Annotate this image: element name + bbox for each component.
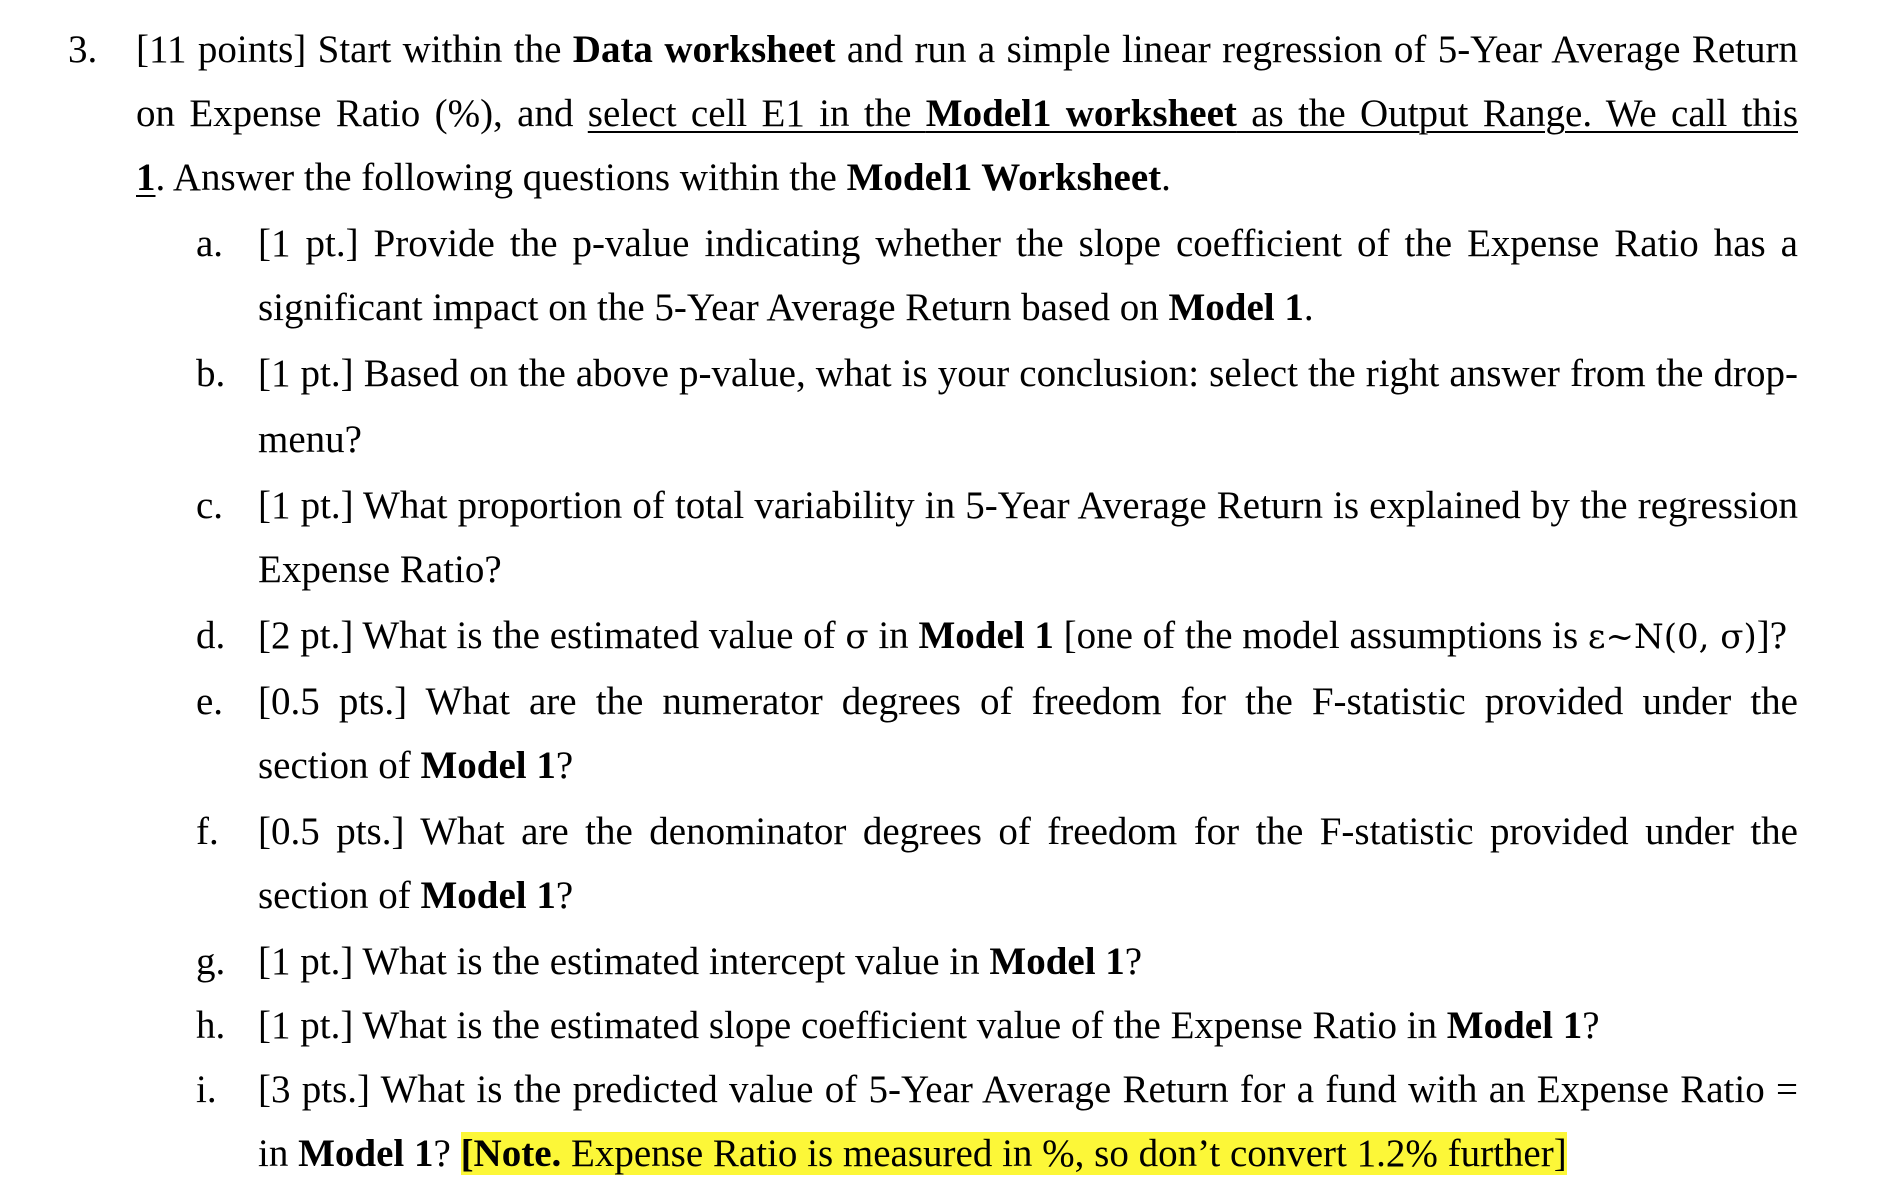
- item-e-line-2: [258, 742, 573, 790]
- note-text: Expense Ratio is measured in %, so don’t convert 1.2% further]: [561, 1132, 1567, 1175]
- question-line-1: [136, 26, 1798, 74]
- item-b-line-2: menu?: [258, 418, 362, 461]
- item-label-h: h.: [196, 1004, 226, 1047]
- item-label-g: g.: [196, 940, 226, 983]
- item-label-f: f.: [196, 810, 219, 853]
- text: in: [258, 1132, 299, 1175]
- text: ?: [1124, 940, 1143, 983]
- sigma-symbol: σ: [845, 617, 869, 657]
- question-number: 3.: [68, 28, 98, 71]
- note-label: [Note.: [460, 1132, 562, 1175]
- item-i-line-1: [3 pts.] What is the predicted value of 5-Year Average Return for a fund with an Expense Ratio =: [258, 1068, 1798, 1111]
- text: .: [1303, 286, 1314, 329]
- text: .: [1161, 156, 1171, 199]
- text: [11 points] Start within the: [136, 28, 573, 71]
- item-a-line-1: [1 pt.] Provide the p-value indicating whether the slope coefficient of the Expense Ratio has a: [258, 222, 1798, 265]
- item-c-line-1: [1 pt.] What proportion of total variability in 5-Year Average Return is explained by the regression: [258, 484, 1798, 527]
- text: on Expense Ratio (%), and: [136, 92, 588, 135]
- item-h-line-1: [258, 1002, 1600, 1050]
- text: significant impact on the 5-Year Average Return based on: [258, 286, 1169, 329]
- item-c-line-2: Expense Ratio?: [258, 548, 502, 591]
- text: [1 pt.] What is the estimated slope coefficient value of the Expense Ratio in: [258, 1004, 1447, 1047]
- model-ref: Model 1: [298, 1132, 434, 1175]
- text: select cell E1 in the: [587, 92, 926, 135]
- highlighted-note: [461, 1132, 1567, 1175]
- model-number: 1: [136, 156, 156, 199]
- model1-worksheet-label: Model1 Worksheet: [846, 156, 1162, 199]
- text: [1 pt.] What is the estimated intercept value in: [258, 940, 990, 983]
- item-i-line-2: [258, 1130, 1567, 1178]
- model-ref: Model 1: [420, 744, 556, 787]
- text: ?: [1582, 1004, 1600, 1047]
- model1-worksheet-label: Model1 worksheet: [925, 92, 1237, 135]
- text: [2 pt.] What is the estimated value of: [258, 614, 846, 657]
- model-ref: Model 1: [989, 940, 1125, 983]
- text: and run a simple linear regression of 5-Year Average Return: [846, 28, 1798, 71]
- item-label-c: c.: [196, 484, 224, 527]
- text: ]?: [1756, 614, 1788, 657]
- item-e-line-1: [0.5 pts.] What are the numerator degrees of freedom for the F-statistic provided under the: [258, 680, 1798, 723]
- text: ?: [555, 744, 574, 787]
- data-worksheet-label: Data worksheet: [572, 28, 836, 71]
- item-label-i: i.: [196, 1068, 217, 1111]
- item-label-d: d.: [196, 614, 226, 657]
- model-ref: Model 1: [1446, 1004, 1583, 1047]
- item-label-e: e.: [196, 680, 224, 723]
- question-line-2: [136, 90, 1798, 138]
- text: in: [868, 614, 919, 657]
- item-g-line-1: [258, 938, 1142, 986]
- text: as the Output Range. We call this: [1236, 92, 1798, 135]
- text: ?: [555, 874, 574, 917]
- item-b-line-1: [1 pt.] Based on the above p-value, what is your conclusion: select the right answer from the drop-: [258, 352, 1798, 395]
- item-f-line-1: [0.5 pts.] What are the denominator degrees of freedom for the F-statistic provided under the: [258, 810, 1798, 853]
- item-f-line-2: [258, 872, 573, 920]
- model-ref: Model 1: [420, 874, 556, 917]
- question-line-3: [136, 154, 1171, 202]
- model-ref: Model 1: [918, 614, 1054, 657]
- model-ref: Model 1: [1168, 286, 1304, 329]
- text: . Answer the following questions within the: [155, 156, 847, 199]
- text: section of: [258, 874, 421, 917]
- item-label-b: b.: [196, 352, 226, 395]
- text: ?: [433, 1132, 461, 1175]
- text: section of: [258, 744, 421, 787]
- item-d-line-1: [258, 612, 1787, 661]
- error-distribution-formula: ε~N(0, σ): [1587, 617, 1757, 657]
- item-a-line-2: [258, 284, 1314, 332]
- text: [one of the model assumptions is: [1053, 614, 1588, 657]
- item-label-a: a.: [196, 222, 224, 265]
